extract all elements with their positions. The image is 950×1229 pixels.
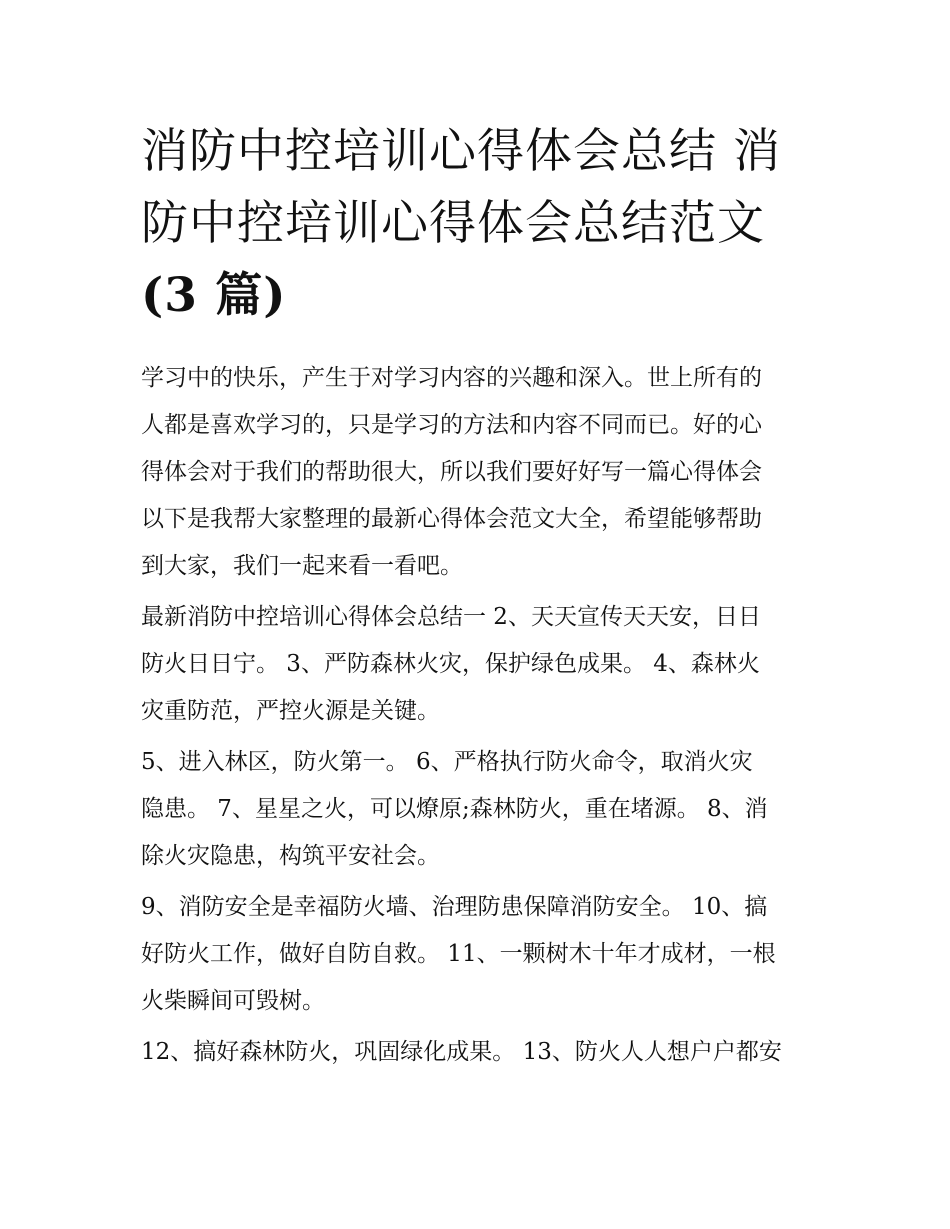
- text-line: 防火日日宁。 3、严防森林火灾，保护绿色成果。 4、森林火: [141, 651, 760, 677]
- document-body: [141, 355, 813, 1076]
- text-line: 灾重防范，严控火源是关键。: [141, 698, 440, 724]
- text-line: 隐患。 7、星星之火，可以燎原;森林防火，重在堵源。 8、消: [141, 796, 768, 822]
- text-line: 以下是我帮大家整理的最新心得体会范文大全，希望能够帮助: [141, 506, 762, 532]
- text-line: 9、消防安全是幸福防火墙、治理防患保障消防安全。 10、搞: [141, 894, 768, 920]
- text-line: 除火灾隐患，构筑平安社会。: [141, 843, 440, 869]
- text-line: 到大家，我们一起来看一看吧。: [141, 553, 463, 579]
- slogan-paragraph: [141, 739, 813, 880]
- slogan-paragraph: [141, 594, 813, 735]
- title-line: 防中控培训心得体会总结范文: [141, 196, 765, 251]
- title-line: 消防中控培训心得体会总结 消: [141, 124, 781, 179]
- text-line: 好防火工作，做好自防自救。 11、一颗树木十年才成材，一根: [141, 941, 776, 967]
- title-line: (3 篇): [141, 268, 287, 323]
- text-line: 人都是喜欢学习的，只是学习的方法和内容不同而已。好的心: [141, 412, 762, 438]
- slogan-paragraph: [141, 884, 813, 1025]
- document-title: [141, 116, 813, 332]
- text-line: 5、进入林区，防火第一。 6、严格执行防火命令，取消火灾: [141, 749, 753, 775]
- text-line: 最新消防中控培训心得体会总结一 2、天天宣传天天安，日日: [141, 604, 761, 630]
- text-line: 火柴瞬间可毁树。: [141, 988, 325, 1014]
- text-line: 12、搞好森林防火，巩固绿化成果。 13、防火人人想户户都安: [141, 1039, 782, 1065]
- text-line: 学习中的快乐，产生于对学习内容的兴趣和深入。世上所有的: [141, 365, 762, 391]
- text-line: 得体会对于我们的帮助很大，所以我们要好好写一篇心得体会: [141, 459, 762, 485]
- slogan-paragraph: [141, 1029, 813, 1076]
- intro-paragraph: [141, 355, 813, 590]
